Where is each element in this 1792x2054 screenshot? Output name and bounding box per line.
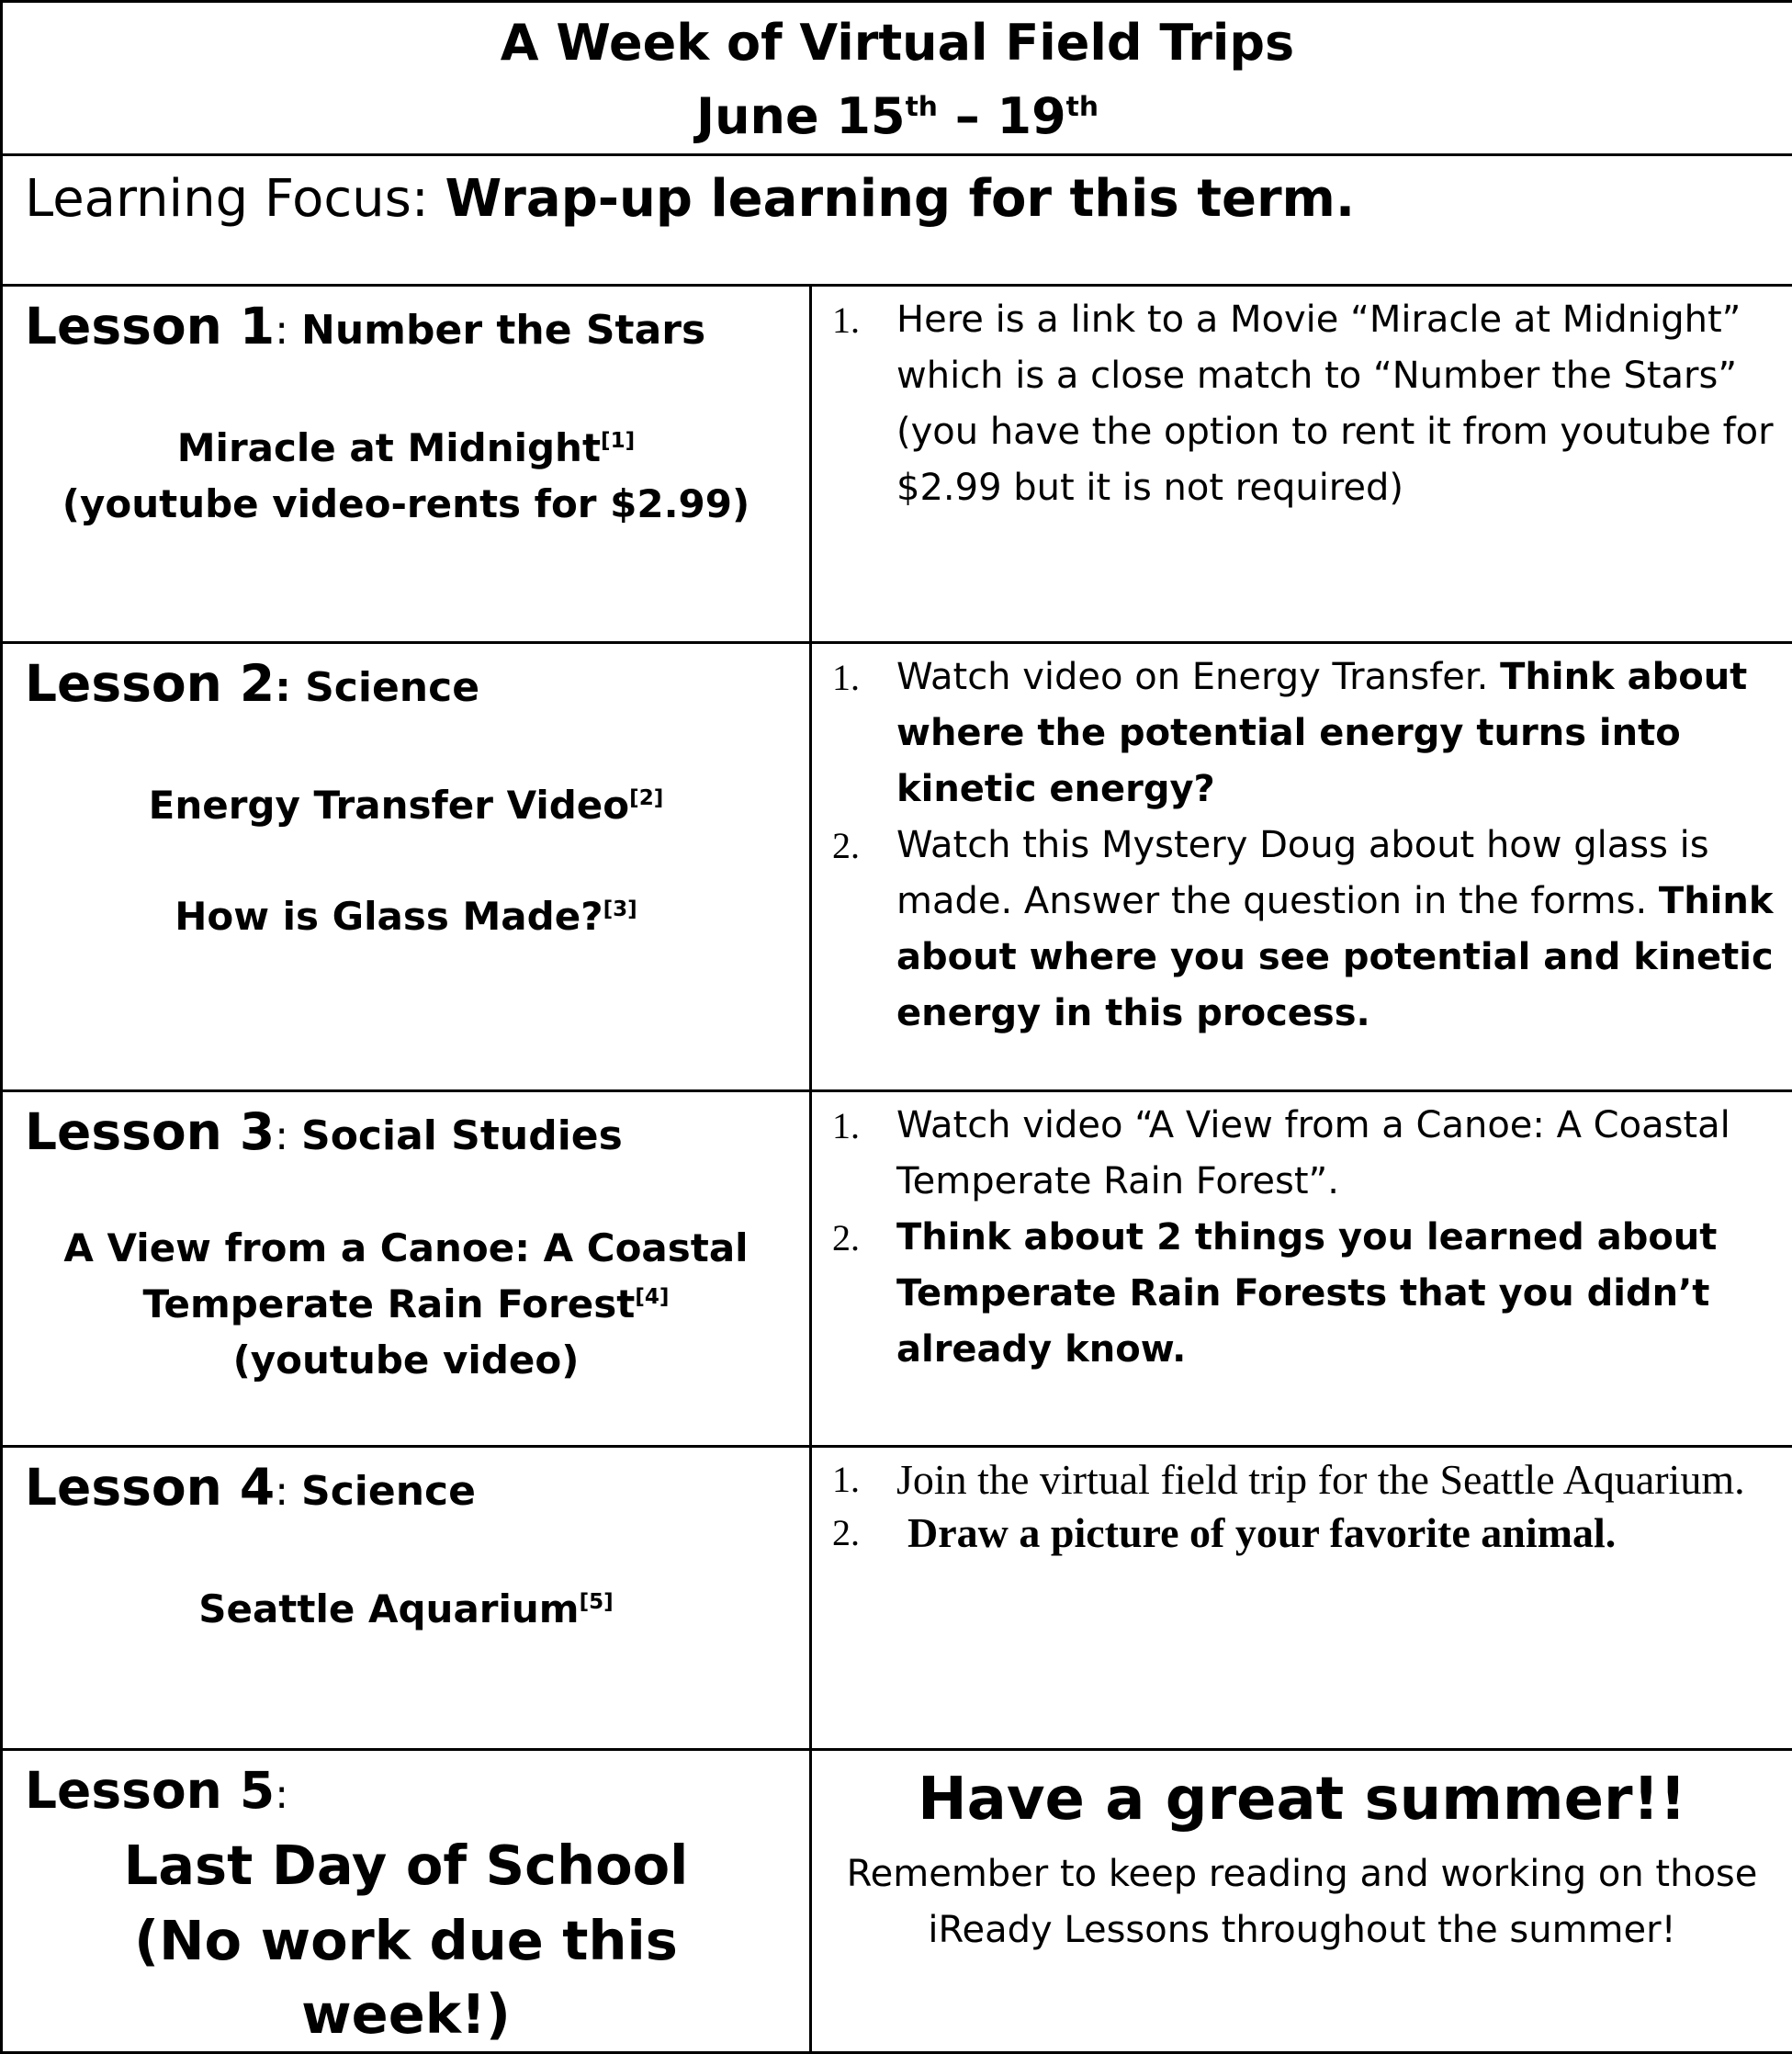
lesson-2-subject: Science xyxy=(305,664,479,711)
lesson-3-subject: Social Studies xyxy=(301,1112,623,1159)
list-item xyxy=(825,1453,1774,1507)
list-item xyxy=(825,649,1774,818)
lesson-2-resource-1-title[interactable]: Energy Transfer Video xyxy=(149,783,630,828)
task-text-plain: Watch this Mystery Doug about how glass is made. Answer the question in the forms. xyxy=(896,824,1709,922)
date-separator: – xyxy=(938,87,997,145)
lesson-4-resource-title[interactable]: Seattle Aquarium xyxy=(198,1586,579,1631)
lesson-3-resource-note: (youtube video) xyxy=(25,1332,787,1388)
lesson-3-resource-title-line2[interactable]: Temperate Rain Forest xyxy=(142,1281,635,1326)
lesson-1-resource xyxy=(25,420,787,532)
lesson-5-heading xyxy=(25,1758,787,1827)
lesson-1-resource-title[interactable]: Miracle at Midnight xyxy=(177,425,601,470)
title-cell xyxy=(2,2,1792,155)
lesson-4-resource xyxy=(25,1581,787,1637)
lesson-4-resource-ref: [5] xyxy=(580,1590,614,1614)
lesson-1-resource-note: (youtube video-rents for $2.99) xyxy=(25,476,787,532)
learning-focus-value: Wrap-up learning for this term. xyxy=(445,169,1356,229)
lesson-3-resource-title-line1[interactable]: A View from a Canoe: A Coastal xyxy=(25,1220,787,1276)
lesson-1-heading xyxy=(25,294,787,363)
lesson-row-2 xyxy=(2,643,1792,1091)
list-item xyxy=(825,1210,1774,1378)
lesson-2-info xyxy=(2,643,811,1091)
list-item xyxy=(825,1098,1774,1210)
lesson-5-message xyxy=(811,1750,1792,2053)
task-text xyxy=(896,818,1774,1042)
lesson-3-separator: : xyxy=(275,1112,301,1159)
lesson-2-resource-1 xyxy=(25,777,787,833)
date-end-suffix: th xyxy=(1066,91,1099,123)
lesson-row-1 xyxy=(2,286,1792,643)
lesson-1-resource-ref: [1] xyxy=(601,429,635,453)
lesson-3-resource xyxy=(25,1220,787,1388)
lesson-5-number: Lesson 5 xyxy=(25,1761,275,1820)
lesson-1-tasks xyxy=(811,286,1792,643)
lesson-1-info xyxy=(2,286,811,643)
lesson-2-separator: : xyxy=(275,664,305,711)
task-text: Watch video “A View from a Canoe: A Coastal Temperate Rain Forest”. xyxy=(896,1098,1774,1210)
lesson-3-info xyxy=(2,1091,811,1447)
task-number: 2. xyxy=(825,818,896,1042)
summer-note: Remember to keep reading and working on those iReady Lessons throughout the summer! xyxy=(812,1846,1792,1958)
task-text-bold: Think about where the potential energy turns into kinetic energy? xyxy=(896,656,1747,810)
lesson-3-heading xyxy=(25,1100,787,1168)
date-end: 19 xyxy=(997,87,1066,145)
lesson-2-number: Lesson 2 xyxy=(25,654,275,713)
learning-focus-label: Learning Focus: xyxy=(25,169,445,229)
lesson-3-tasks xyxy=(811,1091,1792,1447)
page-title: A Week of Virtual Field Trips xyxy=(3,6,1792,80)
lesson-5-separator: : xyxy=(275,1771,288,1818)
task-text-plain: Watch video on Energy Transfer. xyxy=(896,656,1500,698)
task-text: Join the virtual field trip for the Seattle Aquarium. xyxy=(896,1453,1774,1507)
lesson-4-subject: Science xyxy=(301,1468,476,1515)
lesson-2-heading xyxy=(25,651,787,720)
lesson-2-resource-2-ref: [3] xyxy=(603,897,637,921)
lesson-3-resource-ref: [4] xyxy=(635,1285,669,1309)
task-text-bold: Think about where you see potential and kinetic energy in this process. xyxy=(896,880,1774,1034)
lesson-5-line2: (No work due this week!) xyxy=(25,1904,787,2051)
list-item xyxy=(825,292,1774,516)
task-number: 2. xyxy=(825,1507,896,1560)
lesson-1-subject: Number the Stars xyxy=(301,307,705,354)
lesson-2-resource-1-ref: [2] xyxy=(629,786,663,810)
lesson-2-resource-2-title[interactable]: How is Glass Made? xyxy=(175,894,603,939)
lesson-5-info xyxy=(2,1750,811,2053)
date-start: June 15 xyxy=(696,87,906,145)
lesson-4-info xyxy=(2,1447,811,1750)
task-number: 1. xyxy=(825,649,896,818)
date-start-suffix: th xyxy=(906,91,938,123)
task-number: 1. xyxy=(825,1098,896,1210)
learning-focus-cell xyxy=(2,155,1792,286)
lesson-4-separator: : xyxy=(275,1468,301,1515)
task-text-bold: Think about 2 things you learned about Temperate Rain Forests that you didn’t already know. xyxy=(896,1210,1774,1378)
task-text: Here is a link to a Movie “Miracle at Midnight” which is a close match to “Number the Stars” (you have the option to rent it from youtube for $2.99 but it is not required) xyxy=(896,292,1774,516)
task-number: 1. xyxy=(825,292,896,516)
task-number: 2. xyxy=(825,1210,896,1378)
lesson-2-resource-2 xyxy=(25,888,787,944)
task-text-bold: Draw a picture of your favorite animal. xyxy=(896,1507,1774,1560)
list-item xyxy=(825,1507,1774,1560)
lesson-1-number: Lesson 1 xyxy=(25,297,275,356)
lesson-row-5 xyxy=(2,1750,1792,2053)
date-range xyxy=(3,80,1792,153)
task-number: 1. xyxy=(825,1453,896,1507)
lesson-5-line1: Last Day of School xyxy=(25,1829,787,1902)
lesson-row-4 xyxy=(2,1447,1792,1750)
lesson-4-tasks xyxy=(811,1447,1792,1750)
task-text xyxy=(896,649,1774,818)
list-item xyxy=(825,818,1774,1042)
lesson-1-separator: : xyxy=(275,307,301,354)
lesson-4-heading xyxy=(25,1455,787,1524)
lesson-3-number: Lesson 3 xyxy=(25,1102,275,1161)
lesson-4-number: Lesson 4 xyxy=(25,1458,275,1517)
lesson-2-tasks xyxy=(811,643,1792,1091)
summer-title: Have a great summer!! xyxy=(812,1758,1792,1841)
lesson-row-3 xyxy=(2,1091,1792,1447)
